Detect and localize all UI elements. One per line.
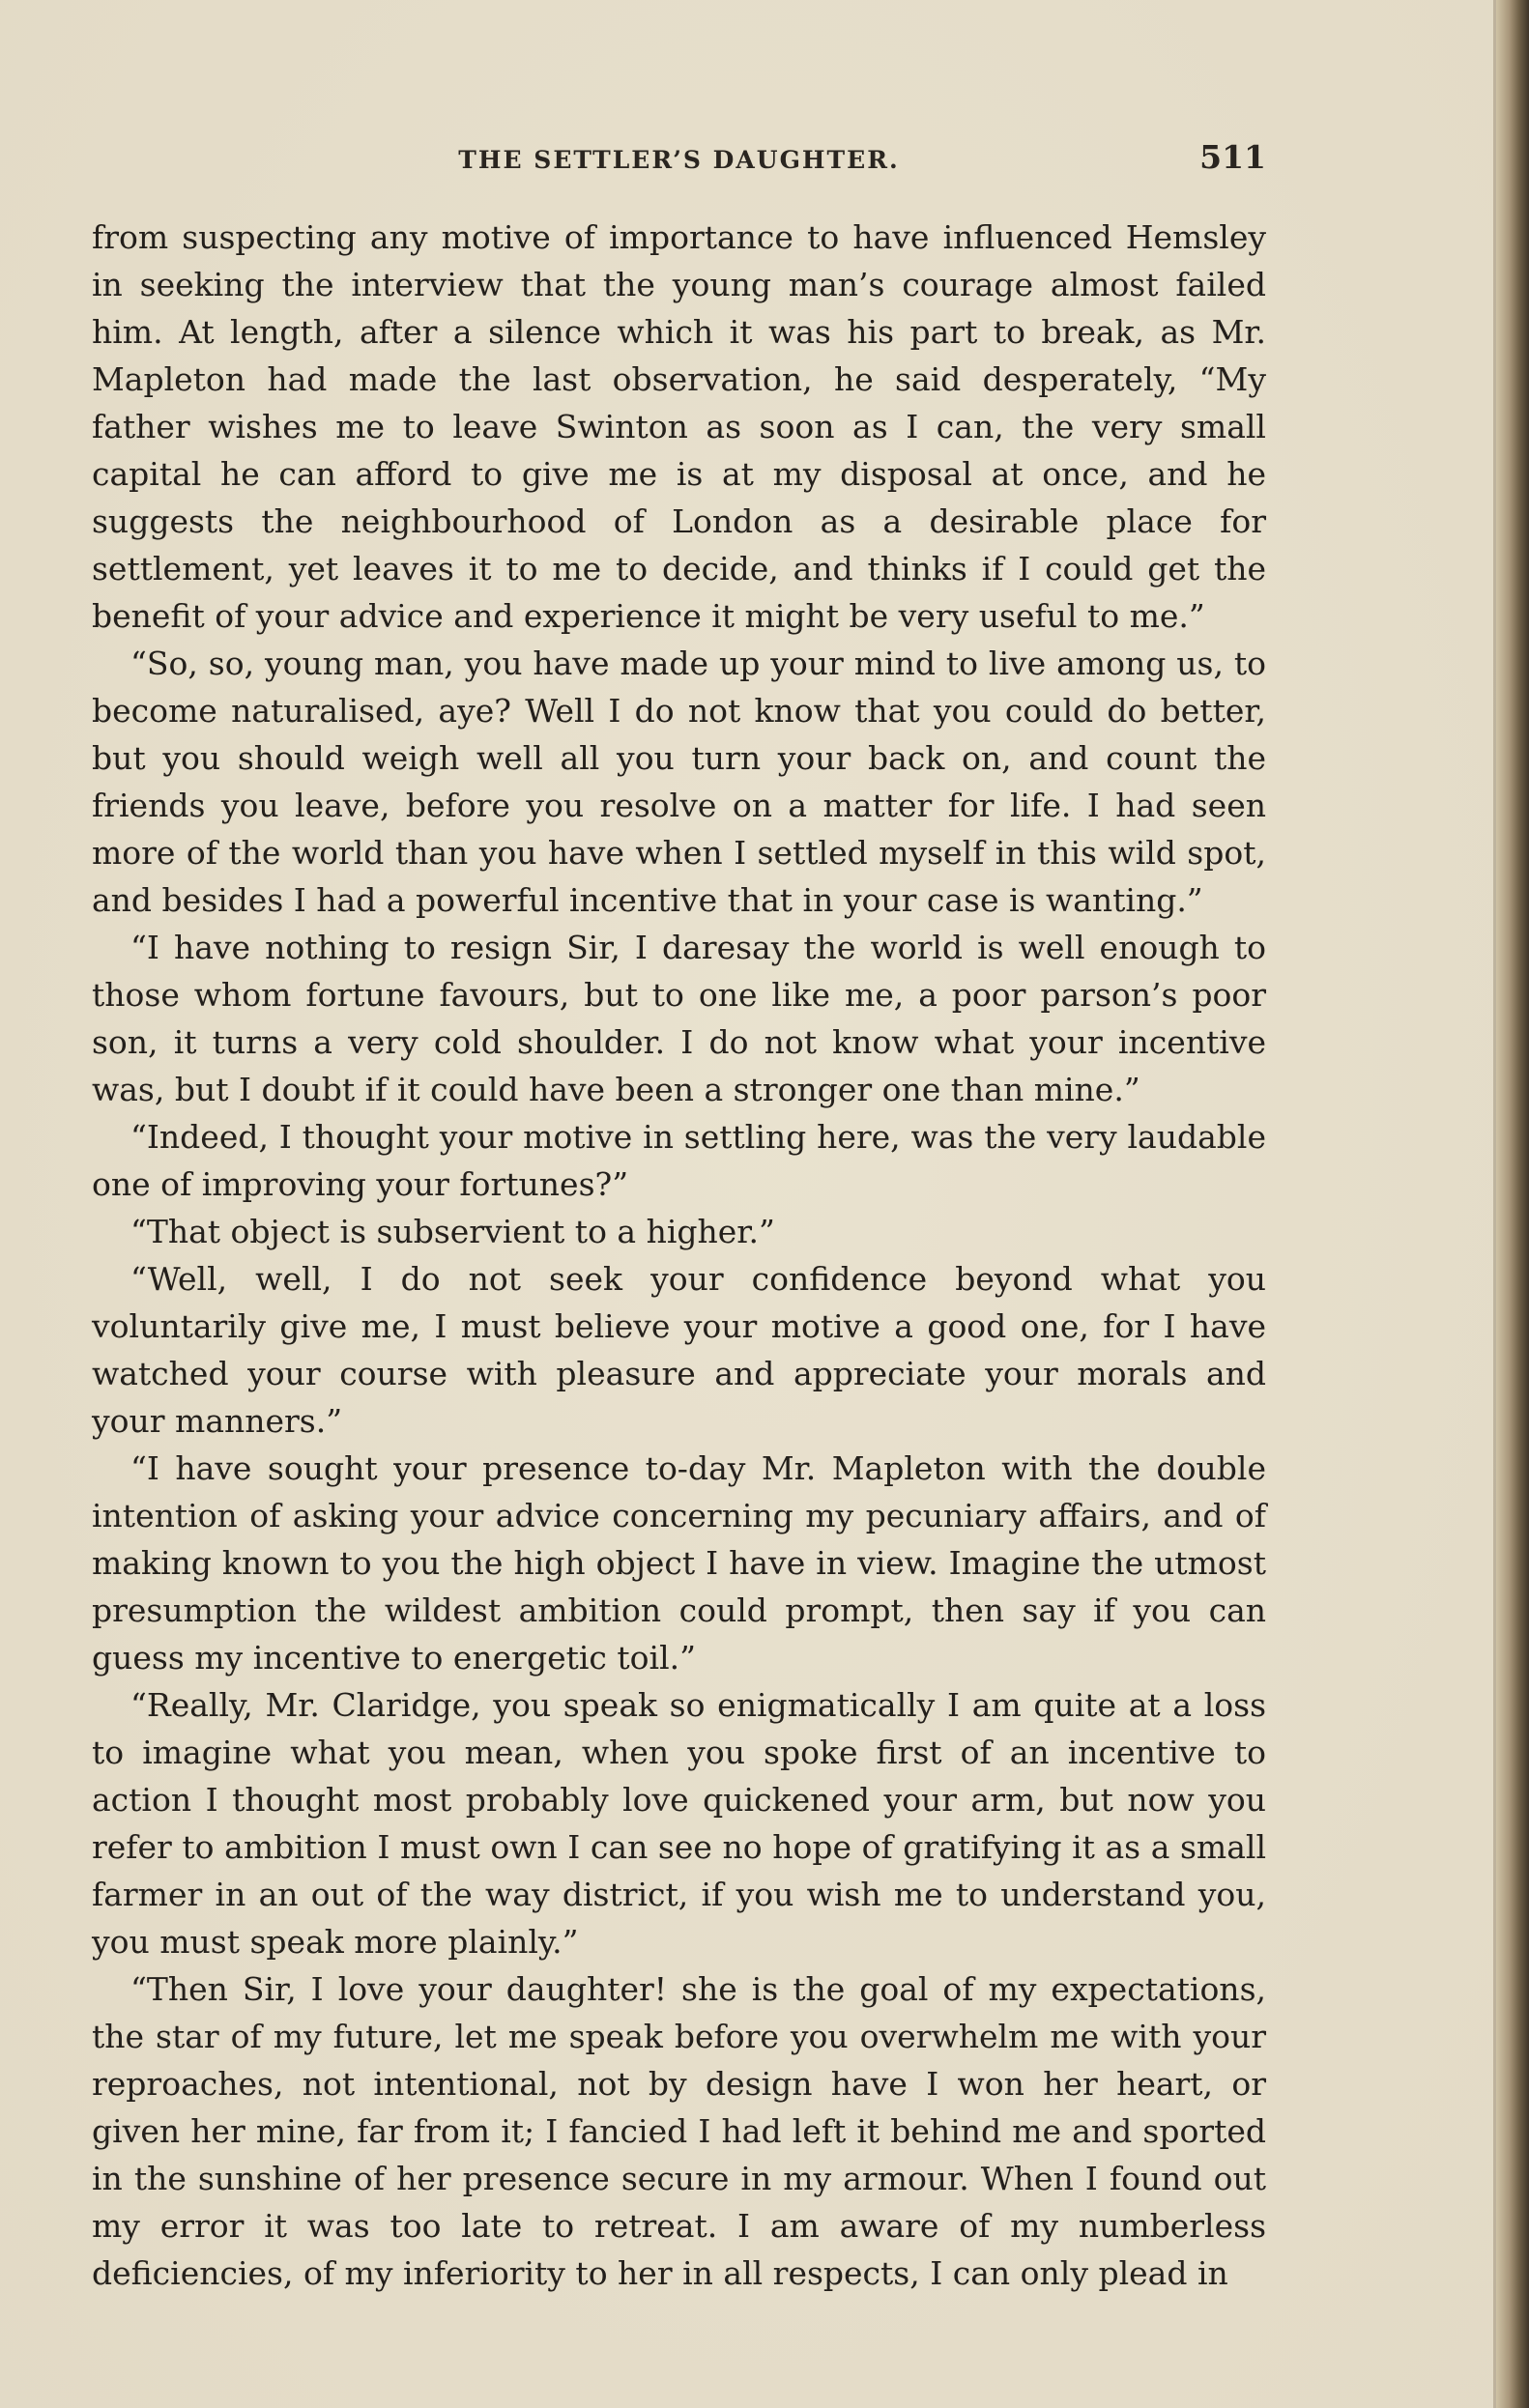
paragraph-2: “So, so, young man, you have made up your mind to live among us, to become naturalised, aye? Well I do not know that you could do better, but you should weigh well all you turn your back on, and count the friends you leave, before you resolve on a matter for life. I had seen more of the world than you have when I settled myself in this wild spot, and besides I had a powerful incentive that in your case is wanting.” [92, 645, 1266, 919]
running-title: THE SETTLER’S DAUGHTER. [458, 146, 900, 174]
paragraph-8: “Really, Mr. Claridge, you speak so enigmatically I am quite at a loss to imagine what you mean, when you spoke first of an incentive to action I thought most probably love quickened your arm, but now you refer to ambition I must own I can see no hope of gratifying it as a small farmer in an out of the way district, if you wish me to understand you, you must speak more plainly.” [92, 1686, 1266, 1961]
paragraph-4: “Indeed, I thought your motive in settling here, was the very laudable one of improving your fortunes?” [92, 1118, 1266, 1203]
body-text [92, 214, 1266, 2297]
book-spine-edge [1496, 0, 1529, 2408]
paragraph-1: from suspecting any motive of importance to have influenced Hemsley in seeking the interview that the young man’s courage almost failed him. At length, after a silence which it was his part to break, as Mr. Mapleton had made the last observation, he said desperately, “My father wishes me to leave Swinton as soon as I can, the very small capital he can afford to give me is at my disposal at once, and he suggests the neighbourhood of London as a desirable place for settlement, yet leaves it to me to decide, and thinks if I could get the benefit of your advice and experience it might be very useful to me.” [92, 218, 1266, 635]
paragraph-9: “Then Sir, I love your daughter! she is the goal of my expectations, the star of my future, let me speak before you overwhelm me with your reproaches, not intentional, not by design have I won her heart, or given her mine, far from it; I fancied I had left it behind me and sported in the sunshine of her presence secure in my armour. When I found out my error it was too late to retreat. I am aware of my numberless deficiencies, of my inferiority to her in all respects, I can only plead in [92, 1970, 1266, 2292]
paragraph-5: “That object is subservient to a higher.” [130, 1213, 775, 1250]
paragraph-6: “Well, well, I do not seek your confidence beyond what you voluntarily give me, I must believe your motive a good one, for I have watched your course with pleasure and appreciate your morals and your manners.” [92, 1260, 1266, 1440]
page-number: 511 [1199, 138, 1266, 176]
paragraph-7: “I have sought your presence to-day Mr. Mapleton with the double intention of asking your advice concerning my pecuniary affairs, and of making known to you the high object I have in view. Imagine the utmost presumption the wildest ambition could prompt, then say if you can guess my incentive to energetic toil.” [92, 1449, 1266, 1677]
paragraph-3: “I have nothing to resign Sir, I daresay the world is well enough to those whom fortune favours, but to one like me, a poor parson’s poor son, it turns a very cold shoulder. I do not know what your incentive was, but I doubt if it could have been a stronger one than mine.” [92, 929, 1266, 1108]
running-head [92, 138, 1266, 186]
